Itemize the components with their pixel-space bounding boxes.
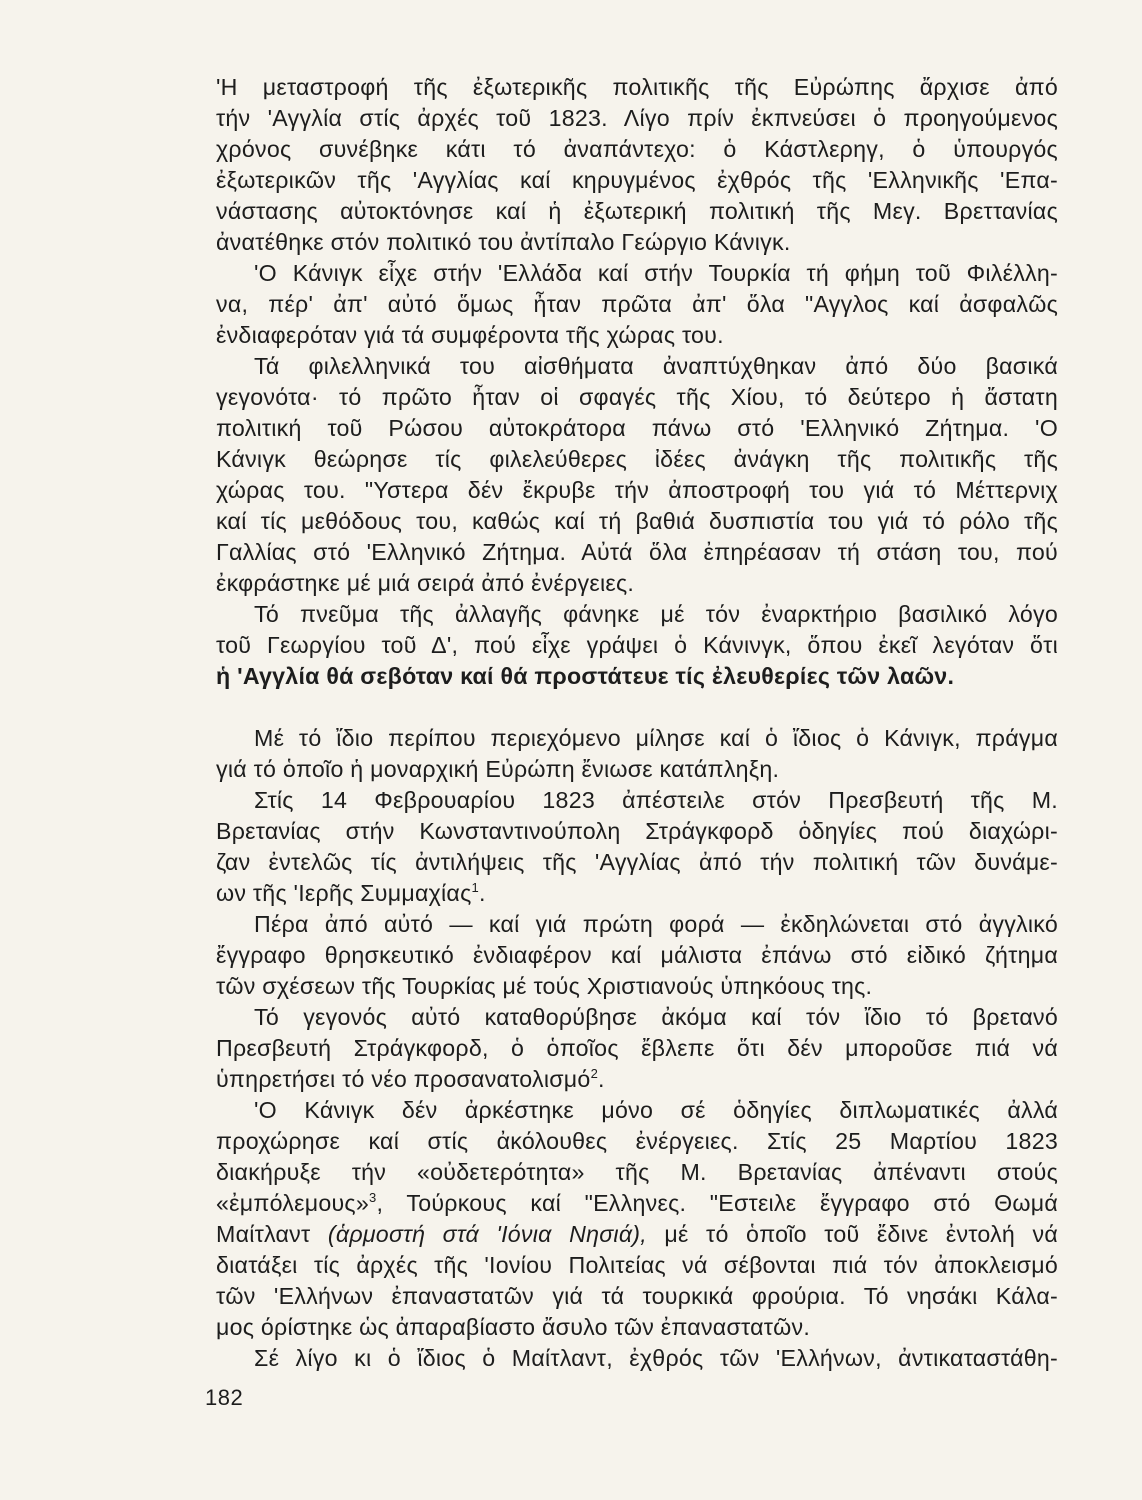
text-segment: τοῦ Γεωργίου τοῦ Δ', πού εἶχε γράψει ὁ Κάνινγκ, ὅπου ἐκεῖ λεγόταν ὅτι bbox=[216, 632, 1058, 658]
text-segment: διατάξει τίς ἀρχές τῆς 'Ιονίου Πολιτείας νά σέβονται πιά τόν ἀποκλεισμό bbox=[216, 1252, 1058, 1278]
text-segment: χώρας του. "Υστερα δέν ἔκρυβε τήν ἀποστροφή του γιά τό Μέττερνιχ bbox=[216, 477, 1058, 503]
text-segment: χρόνος συνέβηκε κάτι τό ἀναπάντεχο: ὁ Κάστλερηγ, ὁ ὑπουργός bbox=[216, 136, 1058, 162]
text-segment: μος όρίστηκε ὡς ἀπαραβίαστο ἄσυλο τῶν ἐπαναστατῶν. bbox=[216, 1314, 811, 1340]
text-line bbox=[216, 196, 1058, 227]
text-line bbox=[216, 134, 1058, 165]
text-line bbox=[216, 1219, 1058, 1250]
text-segment: «ἐμπόλεμους» bbox=[216, 1190, 369, 1216]
text-segment: καί τίς μεθόδους του, καθώς καί τή βαθιά δυσπιστία του γιά τό ρόλο τῆς bbox=[216, 508, 1058, 534]
footnote-marker: 2 bbox=[590, 1066, 599, 1081]
text-line bbox=[216, 1002, 1058, 1033]
text-segment: ἀνατέθηκε στόν πολιτικό του ἀντίπαλο Γεώργιο Κάνιγκ. bbox=[216, 229, 791, 255]
text-segment: Κάνιγκ θεώρησε τίς φιλελεύθερες ἰδέες ἀνάγκη τῆς πολιτικῆς τῆς bbox=[216, 446, 1058, 472]
text-segment: , Τούρκους καί "Ελληνες. "Εστειλε ἔγγραφο στό Θωμά bbox=[376, 1190, 1058, 1216]
text-segment: προχώρησε καί στίς ἀκόλουθες ἐνέργειες. Στίς 25 Μαρτίου 1823 bbox=[216, 1128, 1058, 1154]
text-segment: τῶν σχέσεων τῆς Τουρκίας μέ τούς Χριστιανούς ὑπηκόους της. bbox=[216, 973, 873, 999]
text-line bbox=[216, 1312, 1058, 1343]
text-line bbox=[216, 72, 1058, 103]
text-line bbox=[216, 444, 1058, 475]
text-segment: Στίς 14 Φεβρουαρίου 1823 ἀπέστειλε στόν Πρεσβευτή τῆς Μ. bbox=[254, 787, 1058, 813]
text-segment: ἐξωτερικῶν τῆς 'Αγγλίας καί κηρυγμένος ἐχθρός τῆς 'Ελληνικῆς 'Επα- bbox=[216, 167, 1058, 193]
text-line bbox=[216, 1188, 1058, 1219]
text-line bbox=[216, 351, 1058, 382]
text-segment: ζαν ἐντελῶς τίς ἀντιλήψεις τῆς 'Αγγλίας ἀπό τήν πολιτική τῶν δυνάμε- bbox=[216, 849, 1058, 875]
text-segment: γεγονότα· τό πρῶτο ἦταν οἱ σφαγές τῆς Χίου, τό δεύτερο ἡ ἄστατη bbox=[216, 384, 1058, 410]
text-line bbox=[216, 971, 1058, 1002]
text-segment: Μέ τό ἴδιο περίπου περιεχόμενο μίλησε καί ὁ ἴδιος ὁ Κάνιγκ, πράγμα bbox=[254, 725, 1058, 751]
text-segment: Τό πνεῦμα τῆς ἀλλαγῆς φάνηκε μέ τόν ἐναρκτήριο βασιλικό λόγο bbox=[254, 601, 1058, 627]
text-segment: Γαλλίας στό 'Ελληνικό Ζήτημα. Αὐτά ὅλα ἐπηρέασαν τή στάση του, πού bbox=[216, 539, 1058, 565]
text-line bbox=[216, 537, 1058, 568]
text-line bbox=[216, 475, 1058, 506]
text-line bbox=[216, 289, 1058, 320]
text-line bbox=[216, 785, 1058, 816]
text-line bbox=[216, 506, 1058, 537]
text-line bbox=[216, 754, 1058, 785]
text-segment: Βρετανίας στήν Κωνσταντινούπολη Στράγκφορδ ὁδηγίες πού διαχώρι- bbox=[216, 818, 1058, 844]
text-line bbox=[216, 1033, 1058, 1064]
text-segment: . bbox=[479, 880, 486, 906]
text-segment: Πέρα ἀπό αὐτό — καί γιά πρώτη φορά — ἐκδηλώνεται στό ἀγγλικό bbox=[254, 911, 1058, 937]
text-line bbox=[216, 599, 1058, 630]
text-segment: Μαίτλαντ bbox=[216, 1221, 328, 1247]
text-segment: να, πέρ' ἀπ' αὐτό ὅμως ἦταν πρῶτα ἀπ' ὅλα "Αγγλος καί ἀσφαλῶς bbox=[216, 291, 1058, 317]
text-line bbox=[216, 382, 1058, 413]
text-line bbox=[216, 1250, 1058, 1281]
text-line bbox=[216, 320, 1058, 351]
text-line bbox=[216, 413, 1058, 444]
text-segment: τήν 'Αγγλία στίς ἀρχές τοῦ 1823. Λίγο πρίν ἐκπνεύσει ὁ προηγούμενος bbox=[216, 105, 1058, 131]
text-line bbox=[216, 1064, 1058, 1095]
text-line bbox=[216, 661, 1058, 692]
text-segment: Τό γεγονός αὐτό καταθορύβησε ἀκόμα καί τόν ἴδιο τό βρετανό bbox=[254, 1004, 1058, 1030]
footnote-marker: 1 bbox=[471, 880, 479, 895]
text-segment: ὑπηρετήσει τό νέο προσανατολισμό bbox=[216, 1066, 591, 1092]
text-segment: 'Ο Κάνιγκ δέν ἀρκέστηκε μόνο σέ ὁδηγίες διπλωματικές ἀλλά bbox=[254, 1097, 1058, 1123]
text-line bbox=[216, 1157, 1058, 1188]
page-number: 182 bbox=[205, 1385, 244, 1410]
text-line bbox=[216, 568, 1058, 599]
text-line bbox=[216, 1095, 1058, 1126]
text-line bbox=[216, 258, 1058, 289]
text-line bbox=[216, 227, 1058, 258]
text-line bbox=[216, 1343, 1058, 1374]
text-segment: Σέ λίγο κι ὁ ἴδιος ὁ Μαίτλαντ, ἐχθρός τῶν 'Ελλήνων, ἀντικαταστάθη- bbox=[254, 1345, 1058, 1371]
text-segment: Τά φιλελληνικά του αἰσθήματα ἀναπτύχθηκαν ἀπό δύο βασικά bbox=[254, 353, 1058, 379]
text-segment: ἐκφράστηκε μέ μιά σειρά ἀπό ἐνέργειες. bbox=[216, 570, 635, 596]
text-segment: πολιτική τοῦ Ρώσου αὐτοκράτορα πάνω στό 'Ελληνικό Ζήτημα. 'Ο bbox=[216, 415, 1058, 441]
text-line bbox=[216, 847, 1058, 878]
text-segment: γιά τό ὁποῖο ἡ μοναρχική Εὐρώπη ἔνιωσε κατάπληξη. bbox=[216, 756, 780, 782]
text-segment: διακήρυξε τήν «οὐδετερότητα» τῆς Μ. Βρετανίας ἀπέναντι στούς bbox=[216, 1159, 1058, 1185]
italic-text: (ἁρμοστή στά 'Ιόνια Νησιά), bbox=[327, 1221, 647, 1247]
text-segment: 'Η μεταστροφή τῆς ἐξωτερικῆς πολιτικῆς τῆς Εὐρώπης ἄρχισε ἀπό bbox=[216, 74, 1058, 100]
text-segment: νάστασης αὐτοκτόνησε καί ἡ ἐξωτερική πολιτική τῆς Μεγ. Βρεττανίας bbox=[216, 198, 1058, 224]
text-segment: 'Ο Κάνιγκ εἶχε στήν 'Ελλάδα καί στήν Τουρκία τή φήμη τοῦ Φιλέλλη- bbox=[254, 260, 1058, 286]
text-line bbox=[216, 940, 1058, 971]
text-segment: ων τῆς 'Ιερῆς Συμμαχίας bbox=[216, 880, 472, 906]
text-line bbox=[216, 723, 1058, 754]
text-line bbox=[216, 630, 1058, 661]
paragraph-gap bbox=[216, 692, 1058, 723]
text-segment: ἔγγραφο θρησκευτικό ἐνδιαφέρον καί μάλιστα ἐπάνω στό εἰδικό ζήτημα bbox=[216, 942, 1058, 968]
text-segment: τῶν 'Ελλήνων ἐπαναστατῶν γιά τά τουρκικά φρούρια. Τό νησάκι Κάλα- bbox=[216, 1283, 1058, 1309]
text-line bbox=[216, 1281, 1058, 1312]
text-line bbox=[216, 878, 1058, 909]
text-line bbox=[216, 165, 1058, 196]
footnote-marker: 3 bbox=[368, 1190, 377, 1205]
text-segment: Πρεσβευτή Στράγκφορδ, ὁ ὁποῖος ἔβλεπε ὅτι δέν μποροῦσε πιά νά bbox=[216, 1035, 1058, 1061]
text-line bbox=[216, 816, 1058, 847]
text-segment: μέ τό ὁποῖο τοῦ ἔδινε ἐντολή νά bbox=[646, 1221, 1058, 1247]
page-body bbox=[216, 72, 1058, 1374]
text-line bbox=[216, 909, 1058, 940]
text-segment: ἐνδιαφερόταν γιά τά συμφέροντα τῆς χώρας του. bbox=[216, 322, 724, 348]
text-line bbox=[216, 103, 1058, 134]
text-line bbox=[216, 1126, 1058, 1157]
text-segment: . bbox=[598, 1066, 605, 1092]
bold-text: ἡ 'Αγγλία θά σεβόταν καί θά προστάτευε τίς ἐλευθερίες τῶν λαῶν. bbox=[216, 663, 955, 689]
